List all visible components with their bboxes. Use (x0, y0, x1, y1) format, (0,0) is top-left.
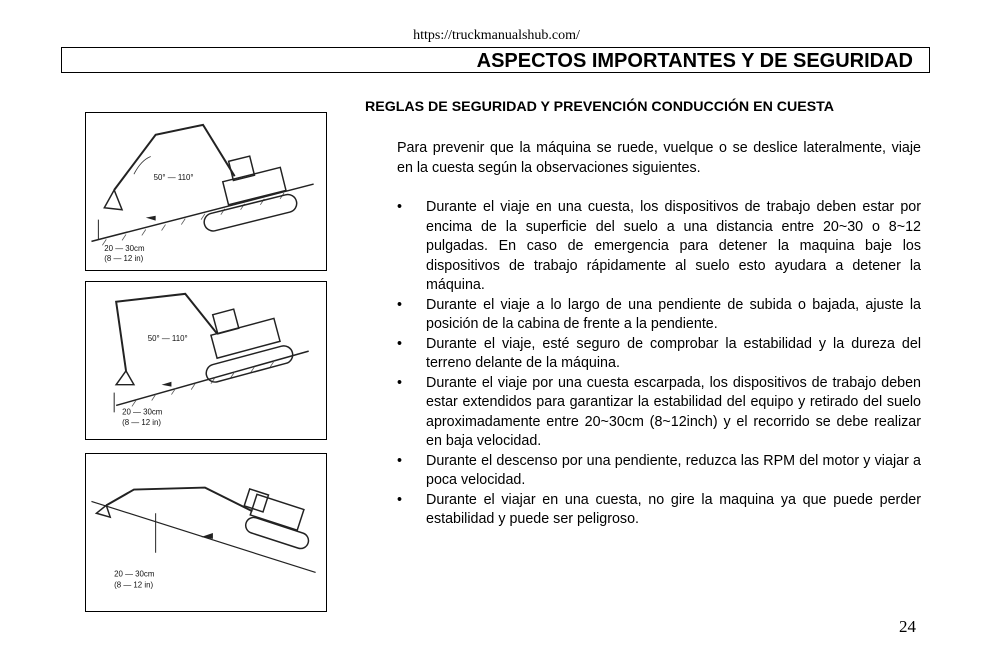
excavator-downhill-illustration (86, 282, 326, 439)
section-heading: REGLAS DE SEGURIDAD Y PREVENCIÓN CONDUCCIÓN EN CUESTA (365, 99, 835, 115)
angle-label: 50° — 110° (147, 334, 188, 344)
list-item-text: Durante el descenso por una pendiente, reduzca las RPM del motor y viajar a poca velocidad. (426, 452, 921, 488)
distance-label: 20 — 30cm (122, 407, 163, 417)
excavator-steep-slope-illustration (86, 454, 326, 611)
list-item (397, 198, 921, 296)
distance-label-inches: (8 — 12 in) (114, 580, 154, 590)
title-bar (61, 47, 930, 73)
distance-label: 20 — 30cm (104, 244, 145, 254)
bullet-icon: • (397, 296, 403, 313)
angle-label: 50° — 110° (153, 173, 194, 183)
safety-rules-list (397, 198, 921, 530)
list-item (397, 491, 921, 530)
list-item (397, 374, 921, 452)
list-item (397, 335, 921, 374)
list-item-text: Durante el viaje en una cuesta, los dispositivos de trabajo deben estar por encima de la superficie del suelo a una distancia entre 20~30 o 8~12 pulgadas. En caso de emergencia para detener la maquina baje los dispositivos de trabajo rápidamente al suelo esto ayudara a detener la máquina. (426, 199, 921, 293)
list-item-text: Durante el viajar en una cuesta, no gire la maquina ya que puede perder estabilidad y puede ser peligroso. (426, 491, 921, 527)
source-url: https://truckmanualshub.com/ (413, 28, 580, 43)
bullet-icon: • (397, 335, 403, 352)
list-item-text: Durante el viaje por una cuesta escarpada, los dispositivos de trabajo deben estar extendidos para garantizar la estabilidad del equipo y retirado del suelo aproximadamente entre 20~30cm (8~12inch) y el recorrido se debe realizar en baja velocidad. (426, 374, 921, 449)
bullet-icon: • (397, 452, 403, 469)
list-item-text: Durante el viaje, esté seguro de comprobar la estabilidad y la dureza del terreno delante de la máquina. (426, 335, 921, 371)
bullet-icon: • (397, 491, 403, 508)
distance-label-inches: (8 — 12 in) (104, 254, 144, 264)
list-item (397, 452, 921, 491)
excavator-uphill-figure (85, 112, 327, 271)
bullet-icon: • (397, 199, 403, 215)
list-item (397, 296, 921, 335)
excavator-steep-slope-figure (85, 453, 327, 612)
page-number: 24 (899, 617, 916, 636)
distance-label: 20 — 30cm (114, 569, 155, 579)
excavator-uphill-illustration (86, 113, 326, 270)
intro-paragraph: Para prevenir que la máquina se ruede, vuelque o se deslice lateralmente, viaje en la cuesta según la observaciones siguientes. (397, 140, 921, 176)
page-title: ASPECTOS IMPORTANTES Y DE SEGURIDAD (476, 50, 913, 72)
list-item-text: Durante el viaje a lo largo de una pendiente de subida o bajada, ajuste la posición de la cabina de frente a la pendiente. (426, 296, 921, 332)
bullet-icon: • (397, 374, 403, 391)
distance-label-inches: (8 — 12 in) (122, 418, 162, 428)
excavator-downhill-figure (85, 281, 327, 440)
